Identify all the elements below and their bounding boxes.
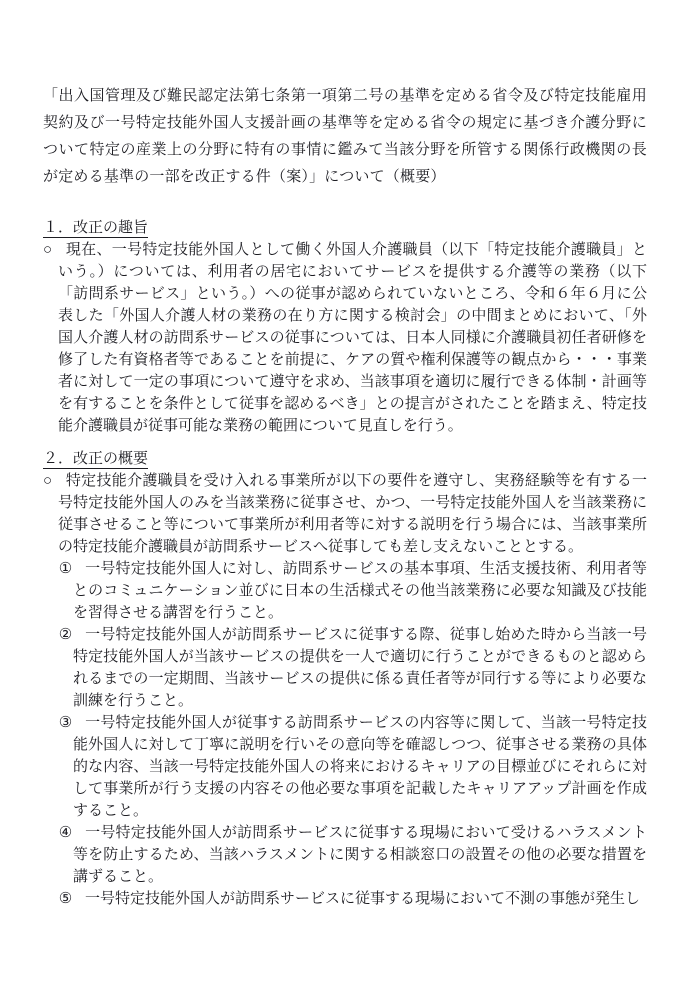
list-item-1 <box>43 558 647 624</box>
list-item-5-text: 一号特定技能外国人が訪問系サービスに従事する現場において不測の事態が発生し <box>84 891 640 907</box>
circle-bullet-marker: ○ <box>43 242 53 258</box>
list-item-2 <box>43 624 647 712</box>
list-item-2-text: 一号特定技能外国人が訪問系サービスに従事する際、従事し始めた時から当該一号特定技能外国人が当該サービスの提供を一人で適切に行うことができるものと認められるまでの一定期間、当該サービスの提供に係る責任者等が同行する等により必要な訓練を行うこと。 <box>73 627 647 709</box>
circle-bullet-marker: ○ <box>43 473 53 489</box>
circled-number-1-marker: ① <box>58 561 73 577</box>
circled-number-2-marker: ② <box>58 627 73 643</box>
section2-paragraph-text: 特定技能介護職員を受け入れる事業所が以下の要件を遵守し、実務経験等を有する一号特定技能外国人のみを当該業務に従事させ、かつ、一号特定技能外国人を当該業務に従事させること等について事業所が利用者等に対する説明を行う場合には、当該事業所の特定技能介護職員が訪問系サービスへ従事しても差し支えないこととする。 <box>58 473 648 555</box>
list-item-3-text: 一号特定技能外国人が従事する訪問系サービスの内容等に関して、当該一号特定技能外国人に対して丁寧に説明を行いその意向等を確認しつつ、従事させる業務の具体的な内容、当該一号特定技能外国人の将来におけるキャリアの目標並びにそれらに対して事業所が行う支援の内容その他必要な事項を記載したキャリアアップ計画を作成すること。 <box>73 715 647 819</box>
section2-paragraph <box>43 470 647 558</box>
list-item-4 <box>43 822 647 888</box>
list-item-5 <box>43 888 647 910</box>
section1-heading <box>43 217 647 239</box>
circled-number-4-marker: ④ <box>58 825 73 841</box>
circled-number-3-marker: ③ <box>58 715 73 731</box>
list-item-1-text: 一号特定技能外国人に対し、訪問系サービスの基本事項、生活支援技術、利用者等とのコミュニケーション並びに日本の生活様式その他当該業務に必要な知識及び技能を習得させる講習を行うこと。 <box>73 561 647 621</box>
section1-paragraph <box>43 239 647 437</box>
section1-heading-text: １．改正の趣旨 <box>43 220 149 236</box>
section2-heading-text: ２．改正の概要 <box>43 451 149 467</box>
section2-heading <box>43 448 647 470</box>
list-item-3 <box>43 712 647 822</box>
circled-number-5-marker: ⑤ <box>58 891 73 907</box>
list-item-4-text: 一号特定技能外国人が訪問系サービスに従事する現場において受けるハラスメント等を防止するため、当該ハラスメントに関する相談窓口の設置その他の必要な措置を講ずること。 <box>73 825 647 885</box>
document-title: 「出入国管理及び難民認定法第七条第一項第二号の基準を定める省令及び特定技能雇用契約及び一号特定技能外国人支援計画の基準等を定める省令の規定に基づき介護分野について特定の産業上の分野に特有の事情に鑑みて当該分野を所管する関係行政機関の長が定める基準の一部を改正する件（案）」について（概要） <box>43 88 647 185</box>
section1-paragraph-text: 現在、一号特定技能外国人として働く外国人介護職員（以下「特定技能介護職員」という。）については、利用者の居宅においてサービスを提供する介護等の業務（以下「訪問系サービス」という。）への従事が認められていないところ、令和６年６月に公表した「外国人介護人材の業務の在り方に関する検討会」の中間まとめにおいて、「外国人介護人材の訪問系サービスの従事については、日本人同様に介護職員初任者研修を修了した有資格者等であることを前提に、ケアの質や権利保護等の観点から・・・事業者に対して一定の事項について遵守を求め、当該事項を適切に履行できる体制・計画等を有することを条件として従事を認めるべき」との提言がされたことを踏まえ、特定技能介護職員が従事可能な業務の範囲について見直しを行う。 <box>58 242 648 434</box>
